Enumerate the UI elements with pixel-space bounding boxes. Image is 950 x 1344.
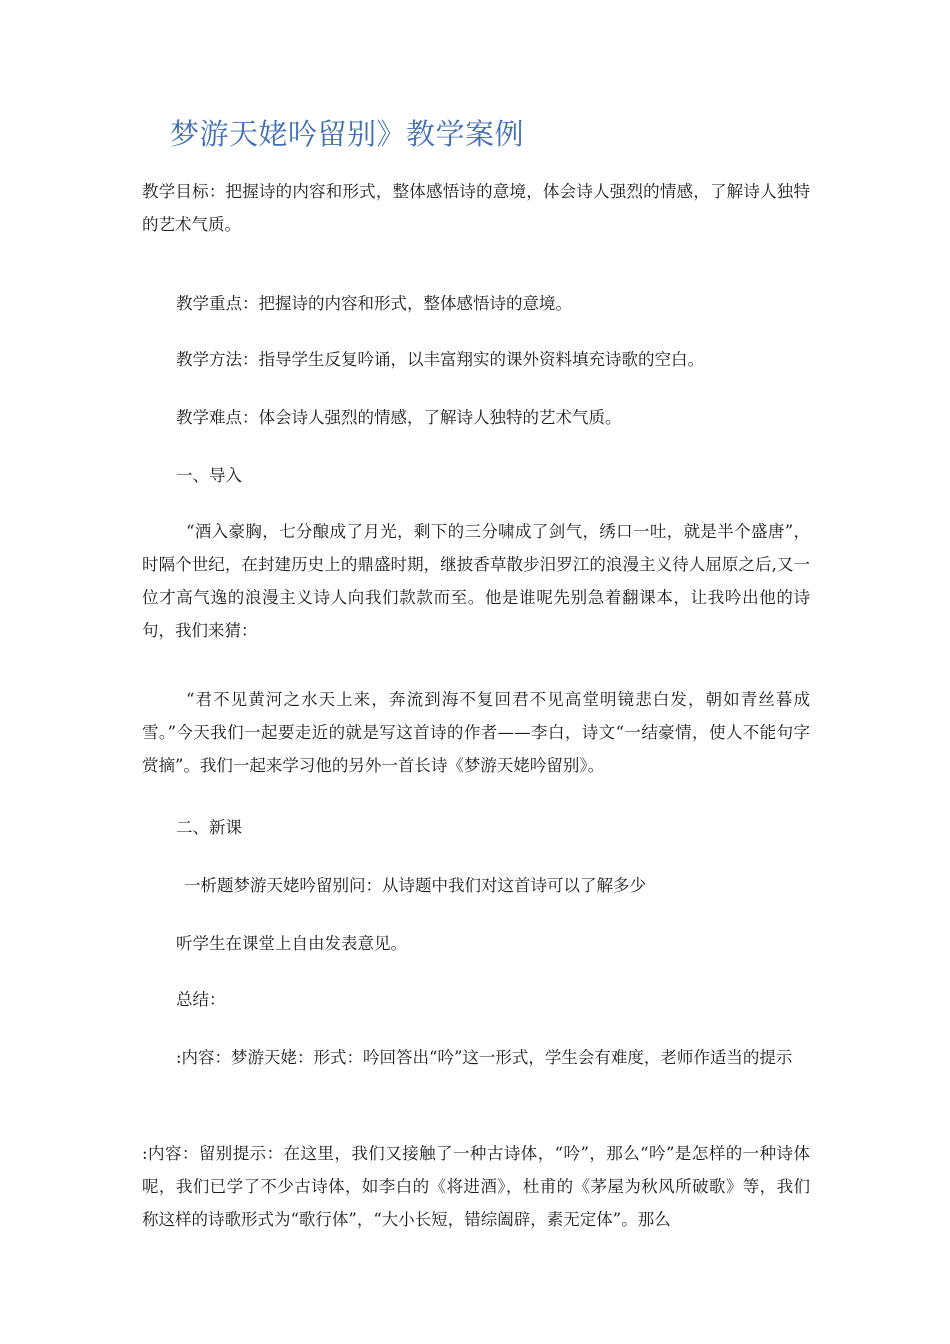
- page-title: 梦游天姥吟留别》教学案例: [170, 117, 525, 151]
- section-heading-introduction: 一、导入: [176, 466, 242, 485]
- paragraph-teaching-difficulty: 教学难点：体会诗人强烈的情感，了解诗人独特的艺术气质。: [176, 408, 622, 427]
- paragraph-introduction-quote: “酒入豪胸，七分酿成了月光，剩下的三分啸成了剑气，绣口一吐，就是半个盛唐”，时隔个世纪，在封建历史上的鼎盛时期，继披香草散步汨罗江的浪漫主义待人屈原之后,又一位才高气逸的浪漫主义诗人向我们款款而至。他是谁呢先别急着翻课本，让我吟出他的诗句，我们来猜：: [142, 522, 810, 640]
- paragraph-teaching-goal: 教学目标：把握诗的内容和形式，整体感悟诗的意境，体会诗人强烈的情感，了解诗人独特的艺术气质。: [142, 182, 810, 234]
- paragraph-teaching-method: 教学方法：指导学生反复吟诵，以丰富翔实的课外资料填充诗歌的空白。: [176, 350, 704, 369]
- paragraph-student-discussion: 听学生在课堂上自由发表意见。: [176, 934, 407, 953]
- paragraph-farewell-hint: :内容：留别提示：在这里，我们又接触了一种古诗体，“吟”，那么“吟”是怎样的一种诗体呢，我们已学了不少古诗体，如李白的《将进酒》，杜甫的《茅屋为秋风所破歌》等，我们称这样的诗歌形式为“歌行体”，“大小长短，错综阖辟，素无定体”。那么: [142, 1144, 810, 1229]
- paragraph-title-analysis: 一析题梦游天姥吟留别问：从诗题中我们对这首诗可以了解多少: [184, 876, 646, 895]
- section-heading-new-lesson: 二、新课: [176, 818, 242, 837]
- paragraph-poem-quote: “君不见黄河之水天上来，奔流到海不复回君不见高堂明镜悲白发，朝如青丝暮成雪。”今天我们一起要走近的就是写这首诗的作者——李白，诗文“一结豪情，使人不能句字赏摘”。我们一起来学习他的另外一首长诗《梦游天姥吟留别》。: [142, 690, 810, 775]
- paragraph-teaching-focus: 教学重点：把握诗的内容和形式，整体感悟诗的意境。: [176, 294, 572, 313]
- paragraph-summary-content: :内容：梦游天姥：形式：吟回答出“吟”这一形式，学生会有难度，老师作适当的提示: [176, 1048, 793, 1067]
- paragraph-summary-label: 总结：: [176, 990, 226, 1009]
